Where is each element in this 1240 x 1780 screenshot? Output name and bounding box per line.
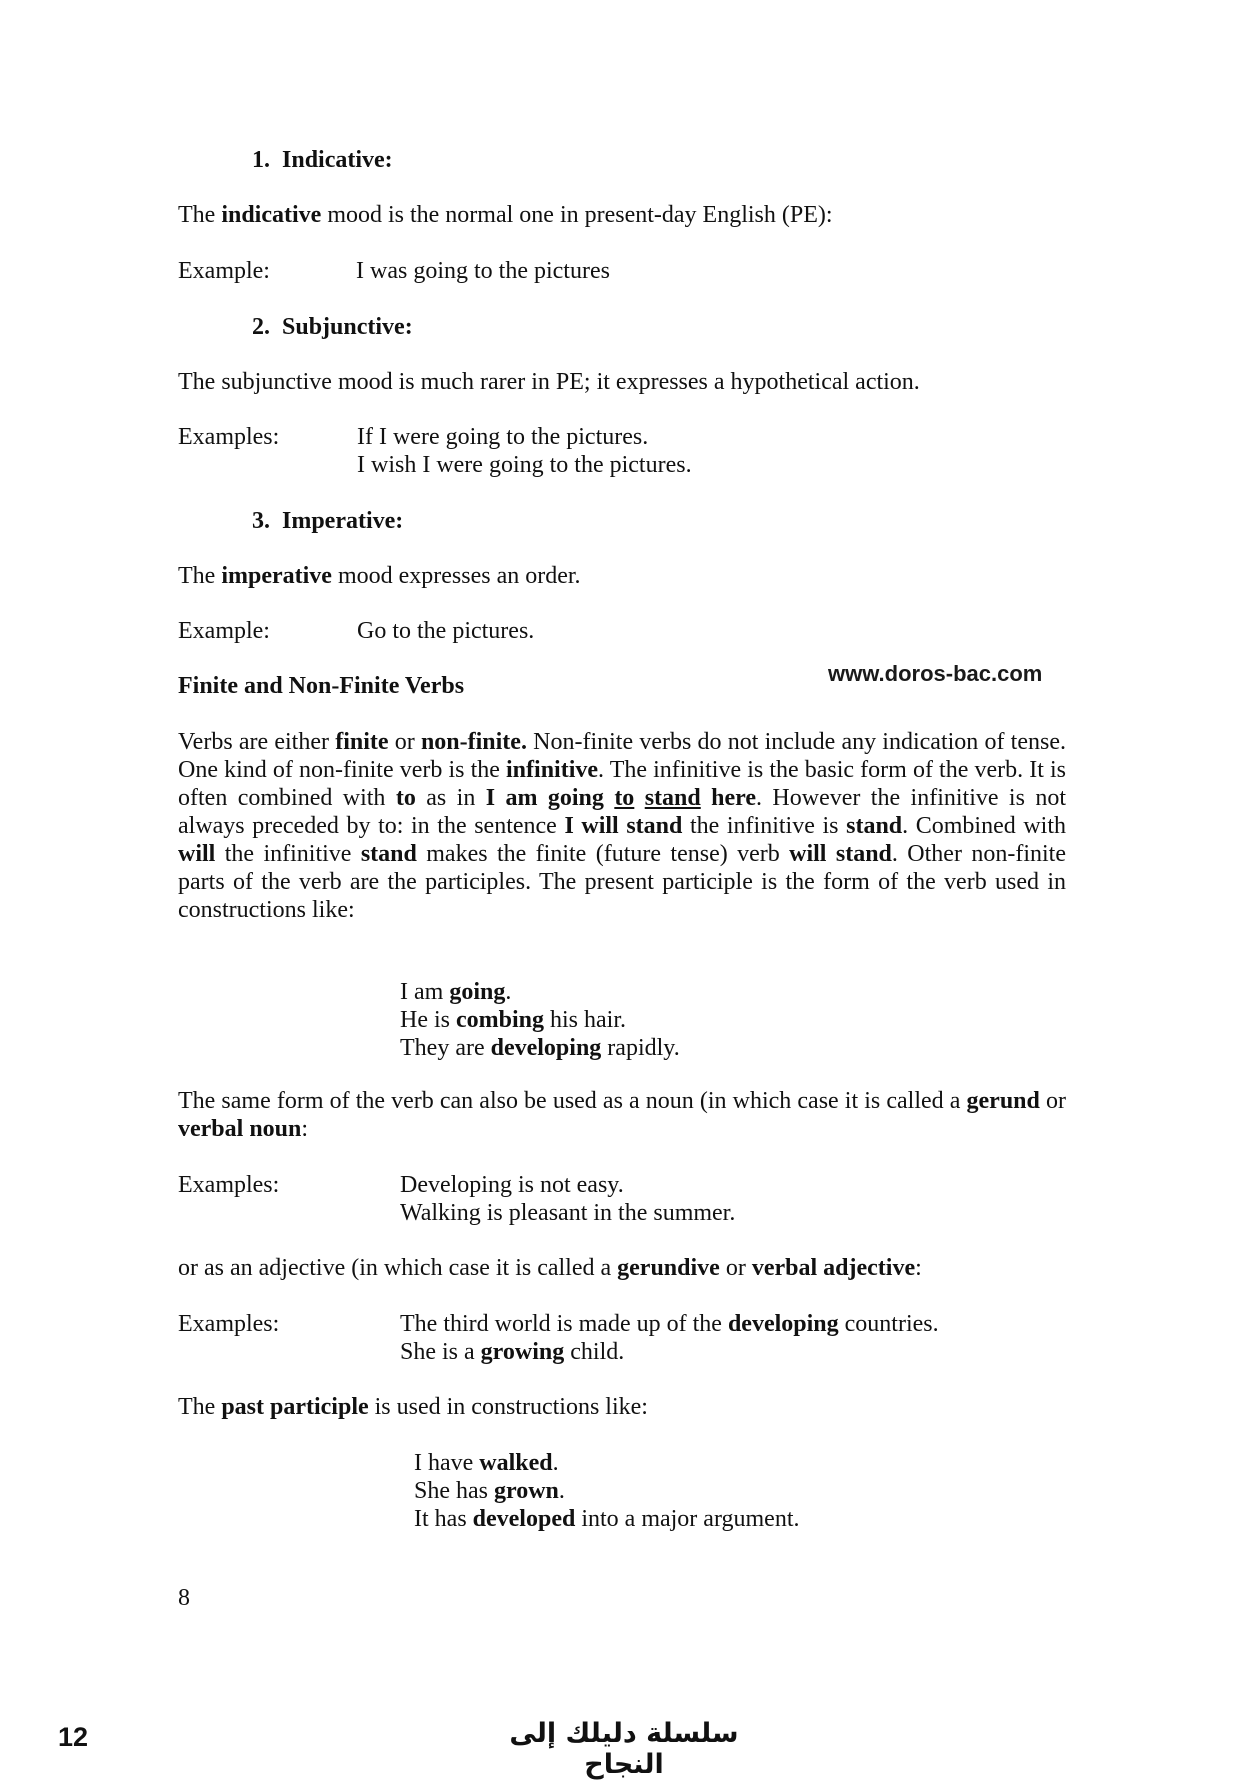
example-text: I was going to the pictures	[356, 258, 610, 284]
heading-finite-verbs: Finite and Non-Finite Verbs	[178, 673, 465, 699]
examples-label: Examples:	[178, 1311, 280, 1337]
example-line: He is combing his hair.	[400, 1007, 627, 1033]
inner-page-number: 8	[178, 1585, 190, 1611]
indicative-text: The indicative mood is the normal one in present-day English (PE):	[178, 202, 833, 228]
example-line: If I were going to the pictures.	[357, 424, 649, 450]
example-line: Walking is pleasant in the summer.	[400, 1200, 736, 1226]
gerund-examples	[400, 1171, 735, 1227]
examples-label: Examples:	[178, 1172, 280, 1198]
heading-indicative: 1. Indicative:	[252, 147, 393, 173]
example-line: Developing is not easy.	[400, 1172, 624, 1198]
example-line: They are developing rapidly.	[400, 1035, 680, 1061]
example-line: I wish I were going to the pictures.	[357, 452, 692, 478]
footer-page-number: 12	[58, 1722, 89, 1752]
example-line: I have walked.	[414, 1450, 559, 1476]
watermark-url: www.doros-bac.com	[828, 661, 1043, 686]
gerund-paragraph: The same form of the verb can also be used as a noun (in which case it is called a gerund or verbal noun:	[178, 1088, 1066, 1142]
example-label: Example:	[178, 258, 270, 284]
finite-paragraph: Verbs are either finite or non-finite. Non-finite verbs do not include any indication of tense. One kind of non-finite verb is the infinitive. The infinitive is the basic form of the verb. It is often combined with to as in I am going to stand here. However the infinitive is not always preceded by to: in the sentence I will stand the infinitive is stand. Combined with will the infinitive stand makes the finite (future tense) verb will stand. Other non-finite parts of the verb are the participles. The present participle is the form of the verb used in constructions like:	[178, 729, 1067, 923]
example-label: Example:	[178, 618, 270, 644]
adjective-paragraph: or as an adjective (in which case it is called a gerundive or verbal adjective:	[178, 1255, 922, 1281]
heading-imperative: 3. Imperative:	[252, 508, 404, 534]
imperative-text: The imperative mood expresses an order.	[178, 563, 581, 589]
heading-subjunctive: 2. Subjunctive:	[252, 314, 413, 340]
example-line: She has grown.	[414, 1478, 565, 1504]
adjective-examples	[400, 1310, 939, 1366]
example-line: The third world is made up of the developing countries.	[400, 1311, 939, 1337]
subjunctive-text: The subjunctive mood is much rarer in PE; it expresses a hypothetical action.	[178, 369, 920, 395]
past-participle-examples	[414, 1449, 800, 1533]
subjunctive-examples	[357, 423, 692, 479]
past-participle-paragraph: The past participle is used in constructions like:	[178, 1394, 648, 1420]
examples-label: Examples:	[178, 424, 280, 450]
example-text: Go to the pictures.	[357, 618, 535, 644]
example-line: It has developed into a major argument.	[414, 1506, 800, 1532]
example-line: She is a growing child.	[400, 1339, 625, 1365]
present-participle-examples	[400, 978, 680, 1062]
footer-series-title: سلسلة دليلك إلى النجاح	[509, 1718, 739, 1780]
example-line: I am going.	[400, 979, 512, 1005]
